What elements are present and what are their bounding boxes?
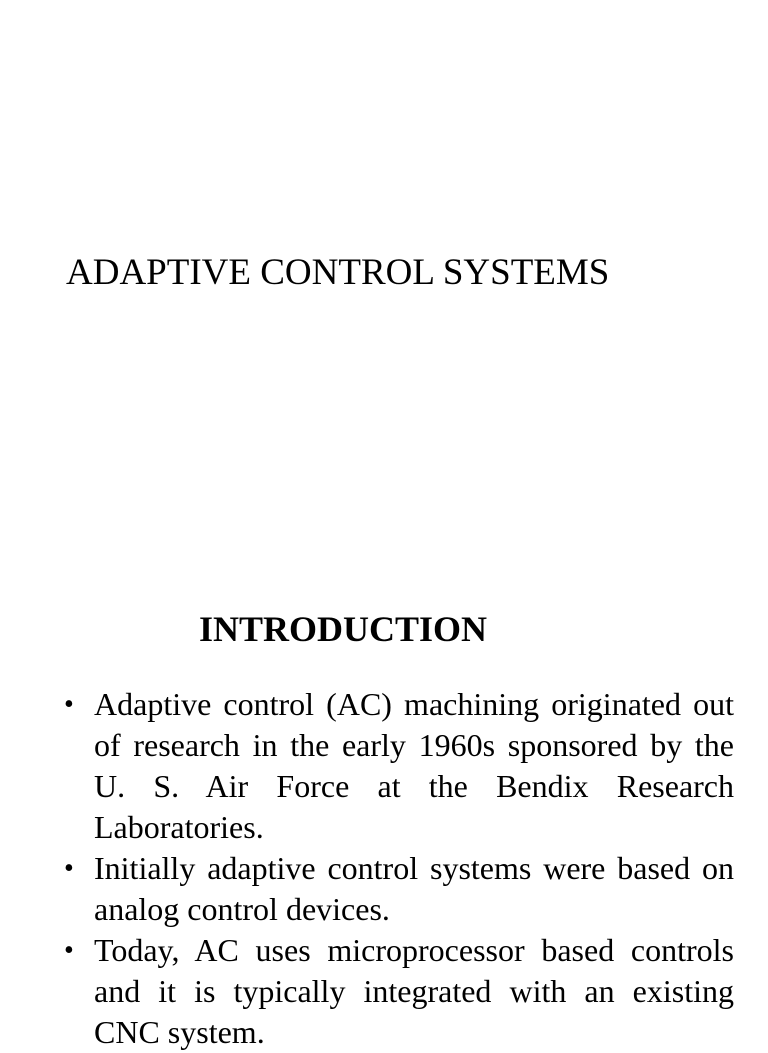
bullet-icon: • [64,935,74,966]
bullet-list [62,684,734,1053]
bullet-icon: • [64,689,74,720]
bullet-text: Adaptive control (AC) machining originated out of research in the early 1960s sponsored by the U. S. Air Force at the Bendix Research Laboratories. [94,686,734,845]
bullet-item [62,684,734,848]
document-title: ADAPTIVE CONTROL SYSTEMS [66,252,610,293]
section-heading-introduction: INTRODUCTION [199,609,488,649]
bullet-item [62,930,734,1053]
bullet-icon: • [64,853,74,884]
bullet-item [62,848,734,930]
bullet-text: Today, AC uses microprocessor based controls and it is typically integrated with an existing CNC system. [94,932,734,1050]
bullet-text: Initially adaptive control systems were based on analog control devices. [94,850,734,927]
